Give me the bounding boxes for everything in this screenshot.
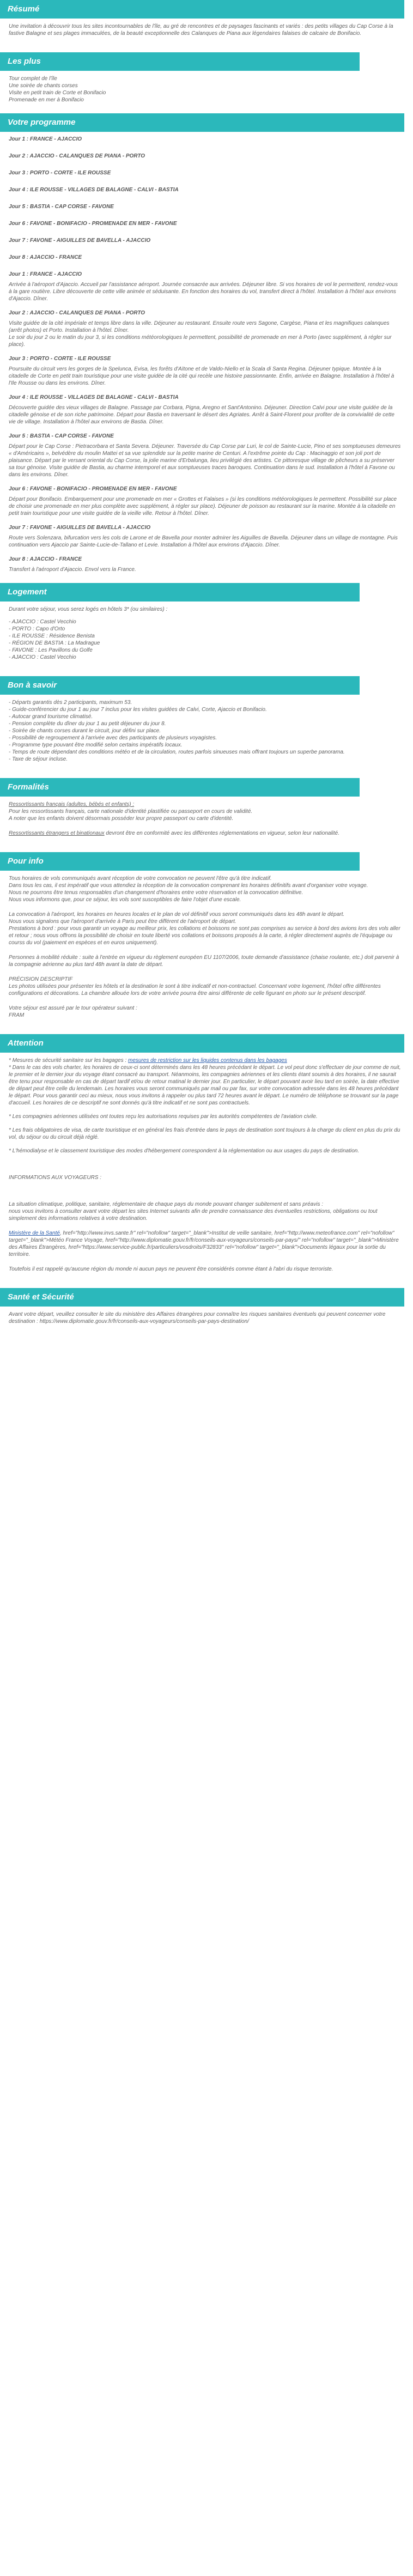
plus-item: Visite en petit train de Corte et Bonifacio [9, 90, 106, 96]
bon-savoir-item: - Départs garantis dès 2 participants, maximum 53. [9, 700, 132, 706]
section-header-sante: Santé et Sécurité [0, 1288, 404, 1307]
info-paragraph: La convocation à l'aéroport, les horaires en heures locales et le plan de vol définitif vous seront communiqués dans les 48h avant le départ. Nous vous signalons que l'aéroport d'arrivée à Paris peut être différent de l'aéroport de départ. Prestations à bord : pour vous garantir un voyage au meilleur prix, les collations et boissons ne sont pas comprises au service à bord des avions lors des vols aller et retour ; nous vous offrons la possibilité de choisir en toute liberté vos collations et boissons proposés à la carte, à régler directement auprès de l'équipage ou courss du vol (paiement en espèces et en euros uniquement). [9, 912, 400, 946]
overview-day-title: Jour 8 : AJACCIO - FRANCE [9, 254, 82, 260]
attention-p7-rest: , href="http://www.invs.sante.fr" rel="nofollow" target="_blank">Institut de veille sanitaire, href="http://www.meteofrance.com" rel="nofollow" target="_blank">Météo France Voyage, href="http://www.diplomatie.gouv.fr/fr/conseils-aux-voyageurs/conseils-par-pays/" rel="nofollow" target="_blank">Ministère des Affaires Étrangères, href="https://www.service-public.fr/particuliers/vosdroits/F32833" rel="nofollow" target="_blank">Documents légaux pour la sortie du territoire. [9, 1230, 399, 1257]
overview-day-title: Jour 1 : FRANCE - AJACCIO [9, 136, 82, 142]
bon-savoir-item: - Soirée de chants corses durant le circuit, jour défini sur place. [9, 728, 161, 734]
day-title: Jour 3 : PORTO - CORTE - ILE ROUSSE [9, 356, 111, 362]
logement-item: - ILE ROUSSE : Résidence Benista [9, 633, 95, 639]
attention-p8: Toutefois il est rappelé qu'aucune région du monde ni aucun pays ne peuvent être considérés comme étant à l'abri du risque terroriste. [9, 1266, 333, 1272]
day-description: Départ pour le Cap Corse : Pietracorbara et Santa Severa. Déjeuner. Traversée du Cap Corse par Luri, le col de Sainte-Lucie, Pino et ses somptueuses demeures « d'Américains », belvédère du moulin Mattei et sa vue splendide sur la petite marine de Centuri. A l'extrême pointe du Cap : Macinaggio et son joli port de plaisance. Départ par le versant oriental du Cap Corse, la jolie marine d'Erbalunga, lieu privilégié des artistes. Ce pittoresque village de pêcheurs a su préserver sa tour génoise. Visite guidée de Bastia, au charme intemporel et aux somptueuses traces baroques. Continuation dans le sud. Installation à l'hôtel à Favone ou dans les environs. Dîner. [9, 443, 401, 478]
section-header-resume: Résumé [0, 0, 404, 19]
day-description: Départ pour Bonifacio. Embarquement pour une promenade en mer « Grottes et Falaises » (si les conditions météorologiques le permettent. Possibilité sur place de choisir une promenade en mer plus complète avec supplément, à régler sur place). Déjeuner de poisson au restaurant sur la marine. Montée à la citadelle en petit train touristique pour une visite guidée de la vieille ville. Retour à l'hôtel. Dîner. [9, 496, 397, 517]
day-title: Jour 2 : AJACCIO - CALANQUES DE PIANA - PORTO [9, 310, 145, 316]
attention-p2: * Les compagnies aériennes utilisées ont toutes reçu les autorisations requises par les autorités compétentes de l'aviation civile. [9, 1114, 318, 1120]
logement-item: - PORTO : Capo d'Orto [9, 626, 65, 632]
ministere-sante-link[interactable]: Ministère de la Santé [9, 1230, 60, 1236]
bon-savoir-item: - Possibilité de regroupement à l'arrivée avec des participants de plusieurs voyagistes. [9, 735, 217, 741]
bon-savoir-list [0, 699, 404, 763]
attention-p1-pre: * Mesures de sécurité sanitaire sur les bagages : [9, 1058, 128, 1064]
day-description: Route vers Solenzara, bifurcation vers les cols de Larone et de Bavella pour monter admirer les Aiguilles de Bavella. Déjeuner dans un village de montagne. Puis continuation vers Ajaccio par Sainte-Lucie-de-Tallano et Levie. Installation à l'hôtel aux environs d'Ajaccio. Dîner. [9, 535, 398, 548]
formalites-p2-heading: Ressortissants étrangers et binationaux [9, 830, 105, 836]
logement-item: - FAVONE : Les Pavillons du Golfe [9, 647, 93, 653]
resume-section [0, 23, 404, 37]
section-header-formalites: Formalités [0, 778, 360, 797]
plus-list [0, 75, 404, 104]
attention-p3: * Les frais obligatoires de visa, de carte touristique et en général les frais d'entrée dans le pays de destination sont toujours à la charge du client en plus du prix du vol, du séjour ou du circuit déjà réglé. [9, 1127, 400, 1140]
day-title: Jour 5 : BASTIA - CAP CORSE - FAVONE [9, 433, 114, 439]
overview-day-title: Jour 2 : AJACCIO - CALANQUES DE PIANA - PORTO [9, 153, 145, 159]
day-description: Transfert à l'aéroport d'Ajaccio. Envol vers la France. [9, 567, 136, 573]
sante-text: Avant votre départ, veuillez consulter le site du ministère des Affaires étrangères pour connaître les risques sanitaires éventuels qui peuvent concerner votre destination : https://www.diplomatie.gouv.fr/fr/conseils-aux-voyageurs/conseils-par-pays-destination/ [9, 1311, 386, 1325]
logement-list [9, 618, 401, 661]
info-paragraph: PRÉCISION DESCRIPTIF Les photos utilisées pour présenter les hôtels et la destination le sont à titre indicatif et non-contractuel. Concernant votre logement, l'hôtel offre différentes configurations et décorations. La chambre allouée lors de votre arrivée pourra être ainsi différente de celle figurant en photo sur le présent descriptif. [9, 976, 381, 997]
logement-item: - RÉGION DE BASTIA : La Madrague [9, 640, 100, 646]
plus-item: Promenade en mer à Bonifacio [9, 97, 84, 103]
section-header-pour-info: Pour info [0, 852, 360, 871]
bon-savoir-item: - Temps de route dépendant des conditions météo et de la circulation, routes parfois sinueuses mais offrant toujours un superbe panorama. [9, 749, 345, 755]
info-paragraph: Personnes à mobilité réduite : suite à l'entrée en vigueur du règlement européen EU 1107/2006, toute demande d'assistance (chaise roulante, etc.) doit parvenir à la compagnie aérienne au plus tard 48h avant la date de départ. [9, 955, 399, 968]
attention-p4: * L'hémodialyse et le classement touristique des modes d'hébergement correspondent à la réglementation ou aux usages du pays de destination. [9, 1148, 360, 1154]
plus-item: Tour complet de l'île [9, 76, 57, 82]
formalites-section [0, 801, 404, 837]
formalites-p1 [9, 801, 401, 822]
day-title: Jour 8 : AJACCIO - FRANCE [9, 556, 82, 562]
programme-overview [0, 136, 404, 260]
section-header-bon-savoir: Bon à savoir [0, 676, 360, 695]
formalites-p2-text: devront être en conformité avec les différentes réglementations en vigueur, selon leur nationalité. [104, 830, 340, 836]
day-description: Poursuite du circuit vers les gorges de la Spelunca, Evisa, les forêts d'Aïtone et de Valdo-Niello et la Scala di Santa Regina. Déjeuner typique. Montée à la citadelle de Corte en petit train touristique pour une visite guidée de la cité qui recèle une histoire passionnante. Enfin, arrivée en Balagne. Installation à l'hôtel à l'Ile Rousse ou dans les environs. Dîner. [9, 366, 394, 386]
attention-p1 [9, 1057, 401, 1107]
bon-savoir-item: - Pension complète du dîner du jour 1 au petit déjeuner du jour 8. [9, 721, 166, 727]
day-description: Découverte guidée des vieux villages de Balagne. Passage par Corbara, Pigna, Aregno et Sant'Antonino. Déjeuner. Direction Calvi pour une visite guidée de la citadelle génoise et de son riche patrimoine. Départ pour Bastia en traversant le désert des Agriates. Arrêt à Saint-Florent pour profiter de la convivialité de cette vie de village. Installation à l'hôtel aux environs de Bastia. Dîner. [9, 405, 394, 425]
resume-text: Une invitation à découvrir tous les sites incontournables de l'île, au gré de rencontres et de paysages fascinants et variés : des petits villages du Cap Corse à la fastive Balagne et ses plages immaculées, de la beauté exceptionnelle des Calanques de Piana aux légendaires falaises de calcaire de Bonifacio. [9, 23, 393, 37]
pour-info-section [0, 875, 404, 1019]
attention-p5: INFORMATIONS AUX VOYAGEURS : [9, 1175, 102, 1181]
day-title: Jour 6 : FAVONE - BONIFACIO - PROMENADE EN MER - FAVONE [9, 486, 177, 492]
attention-p1-post: * Dans le cas des vols charter, les horaires de ceux-ci sont déterminés dans les 48 heures précédant le départ. Le vol peut donc s'effectuer de jour comme de nuit, le premier et le dernier jour du voyage étant consacré au transport. Néanmoins, les compagnies aériennes et les clients étant soumis à des horaires, il ne saurait être tenu pour responsable en cas de départ tardif et/ou de retour matinal le dernier jour. En particulier, le départ pouvant avoir lieu tard en soirée, la date effective de départ peut être celle du lendemain. Les horaires vous seront communiqués par mail ou par fax, sur votre convocation adressée dans les 48 heures précédant le départ. Pour vous garantir ceci au mieux, nous vous invitons à rappeler ou plus tard 72 heures avant le départ. Le numéro de téléphone se trouvant sur la page d'accueil. Les horaires de ce descriptif ne sont donnés qu'à titre indicatif et ne sont pas contractuels. [9, 1065, 401, 1106]
attention-section [0, 1057, 404, 1273]
day-title: Jour 7 : FAVONE - AIGUILLES DE BAVELLA - AJACCIO [9, 525, 151, 531]
info-paragraph: Tous horaires de vols communiqués avant réception de votre convocation ne peuvent l'être qu'à titre indicatif. Dans tous les cas, il est impératif que vous attendiez la réception de la convocation comprenant les horaires définitifs avant d'organiser votre voyage. Nous ne pourrons être tenus responsables d'un changement d'horaires entre votre réservation et la convocation définitive. Nous vous informons que, pour ce séjour, les vols sont susceptibles de faire l'objet d'une escale. [9, 876, 368, 903]
day-description: Visite guidée de la cité impériale et temps libre dans la ville. Déjeuner au restaurant. Ensuite route vers Sagone, Cargèse, Piana et les magnifiques calanques (arrêt photos) et Porto. Installation à l'hôtel. Dîner. Le soir du jour 2 ou le matin du jour 3, si les conditions météorologiques le permettent, possibilité de promenade en mer à Porto (avec supplément, à régler sur place). [9, 320, 392, 348]
bon-savoir-item: - Taxe de séjour incluse. [9, 756, 68, 762]
section-header-programme: Votre programme [0, 113, 404, 132]
section-header-logement: Logement [0, 583, 360, 602]
logement-section [0, 606, 404, 661]
overview-day-title: Jour 4 : ILE ROUSSE - VILLAGES DE BALAGNE - CALVI - BASTIA [9, 187, 179, 193]
formalites-p1-text: Pour les ressortissants français, carte nationale d'identité plastifiée ou passeport en cours de validité. A noter que les enfants doivent désormais posséder leur propre passeport ou carte d'identité. [9, 809, 253, 822]
plus-item: Une soirée de chants corses [9, 83, 78, 89]
day-title: Jour 1 : FRANCE - AJACCIO [9, 271, 82, 277]
attention-p6: La situation climatique, politique, sanitaire, réglementaire de chaque pays du monde pouvant changer subitement et sans préavis : nous vous invitons à consulter avant votre départ les sites Internet suivants afin de prendre connaissance des éventuelles restrictions, obligations ou tout simplement des informations relatives à votre destination. [9, 1201, 378, 1222]
overview-day-title: Jour 6 : FAVONE - BONIFACIO - PROMENADE EN MER - FAVONE [9, 221, 177, 227]
section-header-plus: Les plus [0, 52, 360, 71]
attention-p7 [9, 1230, 401, 1258]
day-description: Arrivée à l'aéroport d'Ajaccio. Accueil par l'assistance aéroport. Journée consacrée aux arrivées. Déjeuner libre. Si vos horaires de vol le permettent, rendez-vous à la gare routière. Libre découverte de cette ville animée et séduisante. En fonction des horaires du vol, transfert direct à l'hôtel. Installation à l'hôtel aux environs d'Ajaccio. Dîner. [9, 282, 398, 302]
logement-intro: Durant votre séjour, vous serez logés en hôtels 3* (ou similaires) : [9, 606, 168, 612]
section-header-attention: Attention [0, 1034, 404, 1053]
sante-section [0, 1311, 404, 1325]
day-title: Jour 4 : ILE ROUSSE - VILLAGES DE BALAGNE - CALVI - BASTIA [9, 394, 179, 400]
programme-details [0, 271, 404, 573]
overview-day-title: Jour 3 : PORTO - CORTE - ILE ROUSSE [9, 170, 111, 176]
overview-day-title: Jour 7 : FAVONE - AIGUILLES DE BAVELLA - AJACCIO [9, 238, 151, 244]
logement-item: - AJACCIO : Castel Vecchio [9, 654, 76, 660]
bon-savoir-item: - Programme type pouvant être modifié selon certains impératifs locaux. [9, 742, 183, 748]
bon-savoir-item: - Autocar grand tourisme climatisé. [9, 714, 93, 720]
overview-day-title: Jour 5 : BASTIA - CAP CORSE - FAVONE [9, 204, 114, 210]
bon-savoir-item: - Guide-conférencier du jour 1 au jour 7 inclus pour les visites guidées de Calvi, Corte, Ajaccio et Bonifacio. [9, 707, 267, 713]
info-paragraph: Votre séjour est assuré par le tour opérateur suivant : FRAM [9, 1005, 137, 1018]
logement-item: - AJACCIO : Castel Vecchio [9, 619, 76, 625]
formalites-p2 [9, 830, 401, 837]
formalites-p1-heading: Ressortissants français (adultes, bébés et enfants) : [9, 801, 135, 807]
liquids-restriction-link[interactable]: mesures de restriction sur les liquides contenus dans les bagages [128, 1058, 287, 1064]
